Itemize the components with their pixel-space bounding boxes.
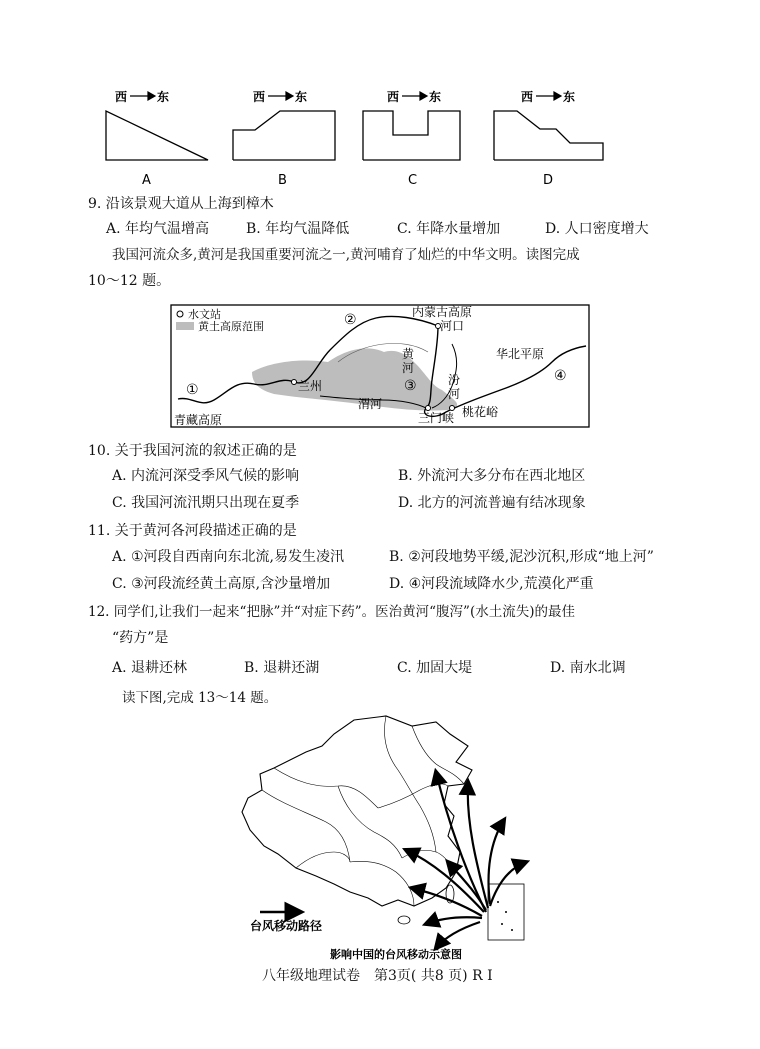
dir-east-c: 东 <box>429 90 442 104</box>
label-taohuayu: 桃花峪 <box>462 405 499 419</box>
legend-station-label: 水文站 <box>188 308 221 321</box>
q9-stem: 9. 沿该景观大道从上海到樟木 <box>88 196 274 212</box>
q11-stem: 11. 关于黄河各河段描述正确的是 <box>88 523 297 539</box>
marker-3: ③ <box>404 378 417 394</box>
q12-stem-line2: “药方”是 <box>112 630 169 646</box>
q10-stem: 10. 关于我国河流的叙述正确的是 <box>88 443 297 459</box>
label-huanghe-1: 黄 <box>402 347 415 361</box>
q9-option-b: B. 年均气温降低 <box>246 221 350 237</box>
dir-east-d: 东 <box>563 90 576 104</box>
label-hekou: 河口 <box>440 319 465 333</box>
q10-option-d: D. 北方的河流普遍有结冰现象 <box>398 495 586 511</box>
dir-east-b: 东 <box>295 90 308 104</box>
label-weihe: 渭河 <box>358 397 383 411</box>
label-qingzang: 青藏高原 <box>174 413 223 427</box>
dir-west-c: 西 <box>387 90 400 104</box>
profile-label-a: A <box>142 173 151 188</box>
typhoon-map <box>236 712 530 962</box>
profile-label-b: B <box>278 173 287 188</box>
q12-option-b: B. 退耕还湖 <box>244 660 320 676</box>
q11-option-c: C. ③河段流经黄土高原,含沙量增加 <box>112 576 331 592</box>
q12-option-a: A. 退耕还林 <box>112 660 188 676</box>
profile-label-c: C <box>408 173 418 188</box>
q9-option-c: C. 年降水量增加 <box>397 221 501 237</box>
dir-east-a: 东 <box>157 90 170 104</box>
terrain-profiles <box>0 80 760 190</box>
q11-option-a: A. ①河段自西南向东北流,易发生凌汛 <box>112 549 345 565</box>
q12-option-c: C. 加固大堤 <box>397 660 473 676</box>
passage-yellow-river-line2: 10～12 题。 <box>88 273 171 289</box>
typhoon-map-caption: 影响中国的台风移动示意图 <box>330 948 462 961</box>
label-sanmenxia: 三门峡 <box>418 411 455 425</box>
q9-option-d: D. 人口密度增大 <box>545 221 649 237</box>
typhoon-legend-label: 台风移动路径 <box>250 919 323 933</box>
yellow-river-map <box>170 304 590 428</box>
q11-option-b: B. ②河段地势平缓,泥沙沉积,形成“地上河” <box>389 549 654 565</box>
marker-2: ② <box>344 312 357 328</box>
label-huanghe-2: 河 <box>402 361 415 375</box>
marker-1: ① <box>186 382 199 398</box>
legend-plateau-label: 黄土高原范围 <box>198 320 264 333</box>
q11-option-d: D. ④河段流域降水少,荒漠化严重 <box>389 576 594 592</box>
marker-4: ④ <box>554 368 567 384</box>
label-lanzhou: 兰州 <box>298 379 323 393</box>
q9-option-a: A. 年均气温增高 <box>106 221 210 237</box>
q10-option-a: A. 内流河深受季风气候的影响 <box>112 468 300 484</box>
q10-option-b: B. 外流河大多分布在西北地区 <box>398 468 586 484</box>
dir-west-b: 西 <box>253 90 266 104</box>
passage-yellow-river-line1: 我国河流众多,黄河是我国重要河流之一,黄河哺育了灿烂的中华文明。读图完成 <box>112 247 580 263</box>
label-north-china-plain: 华北平原 <box>496 347 545 361</box>
profile-label-d: D <box>543 173 554 188</box>
q12-option-d: D. 南水北调 <box>550 660 626 676</box>
label-fen-2: 河 <box>448 387 461 401</box>
q12-stem-line1: 12. 同学们,让我们一起来“把脉”并“对症下药”。医治黄河“腹泻”(水土流失)的最佳 <box>88 604 575 620</box>
dir-west-a: 西 <box>115 90 128 104</box>
page-footer: 八年级地理试卷 第3页( 共8 页) R I <box>262 968 493 984</box>
dir-west-d: 西 <box>521 90 534 104</box>
label-fen-1: 汾 <box>448 373 461 387</box>
passage-typhoon: 读下图,完成 13～14 题。 <box>122 690 278 706</box>
q10-option-c: C. 我国河流汛期只出现在夏季 <box>112 495 300 511</box>
label-inner-mongolia: 内蒙古高原 <box>412 305 473 319</box>
